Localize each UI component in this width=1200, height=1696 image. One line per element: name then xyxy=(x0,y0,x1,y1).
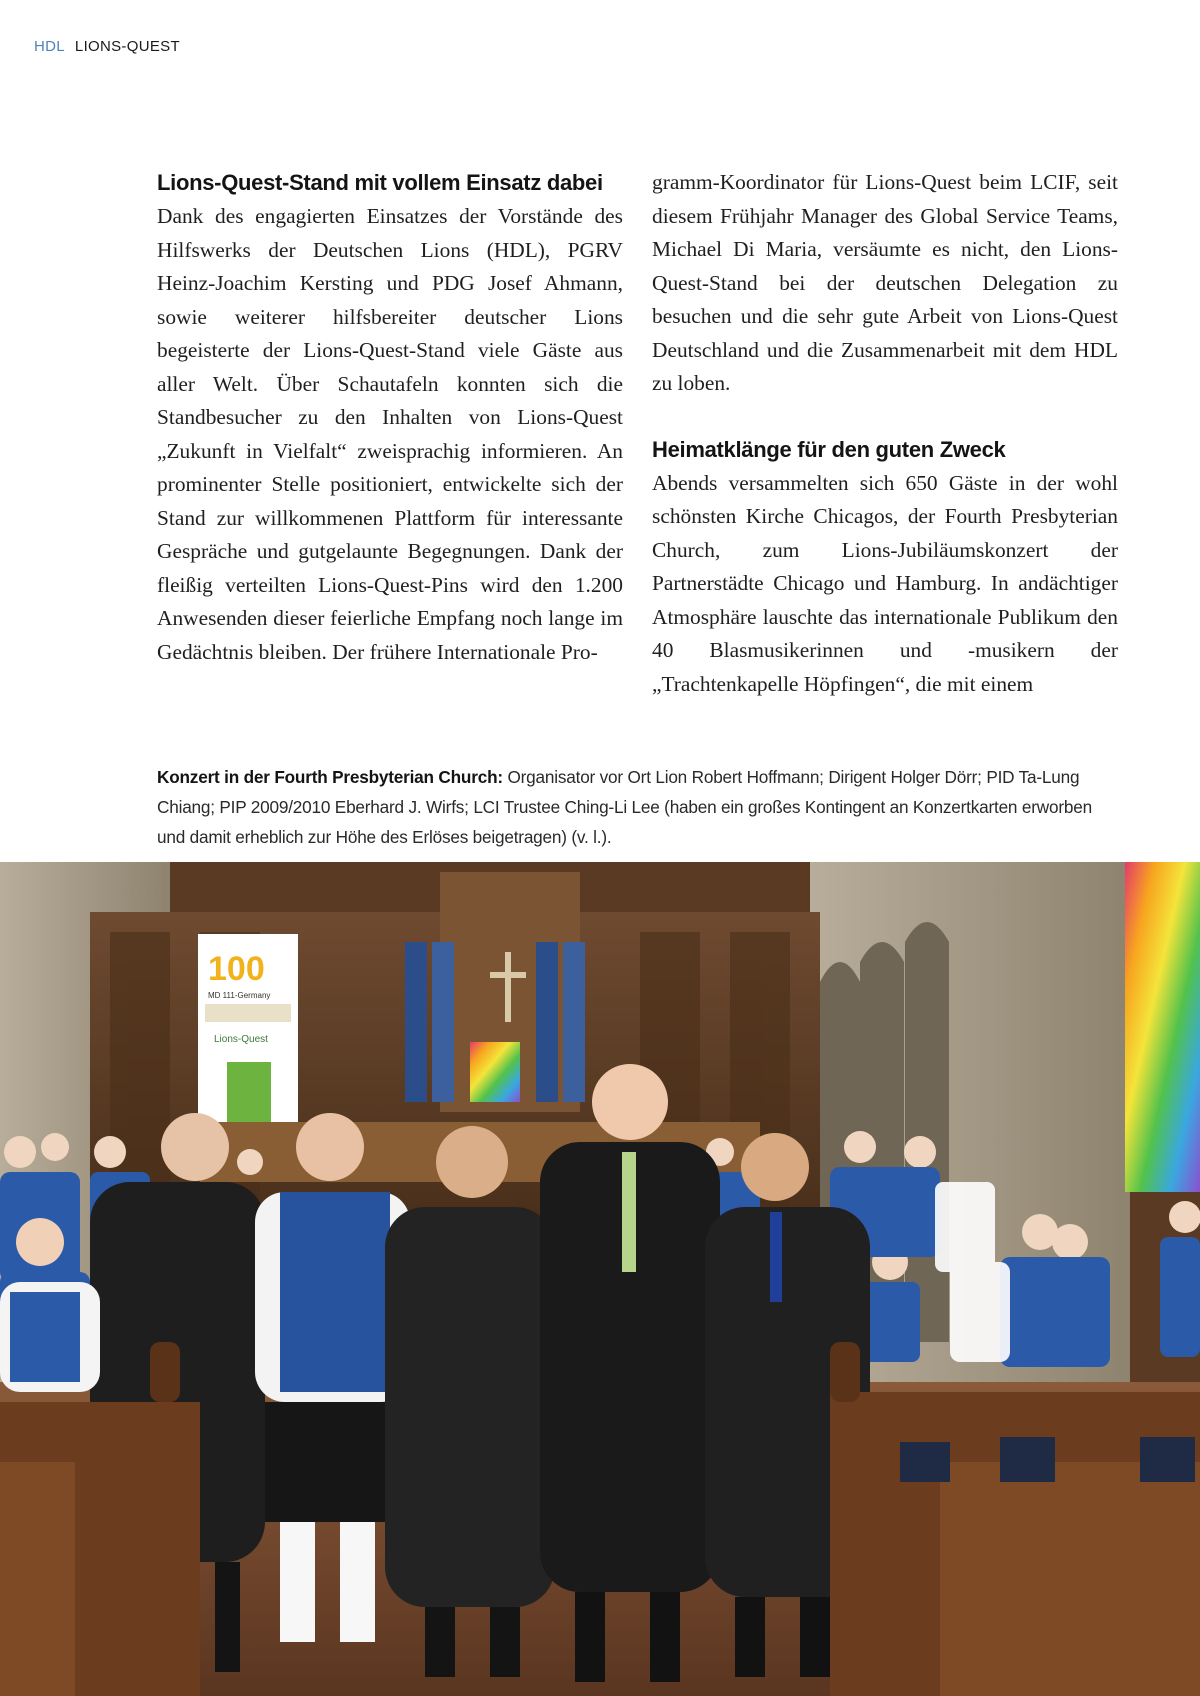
banner-brand: Lions-Quest xyxy=(214,1034,268,1045)
lions-quest-banner xyxy=(198,934,298,1130)
article-paragraph-1-part-1: Dank des engagierten Einsatzes der Vorstände des Hilfswerks der Deutschen Lions (HDL), PGRV Heinz-Joachim Kersting und PDG Josef Ahmann, sowie weiterer hilfsbereiter deutscher Lions begeisterte der Lions-Quest-Stand viele Gäste aus aller Welt. Über Schautafeln konnten sich die Standbesucher zu den Inhalten von Lions-Quest „Zukunft in Vielfalt“ zweisprachig informieren. An prominenter Stelle positioniert, entwickelte sich der Stand zur willkommenen Plattform für interessante Gespräche und gutgelaunte Begegnungen. Dank der fleißig verteilten Lions-Quest-Pins wird den 1.200 Anwesenden dieser feierliche Empfang noch lange im Gedächtnis bleiben. Der frühere Internationale Pro- xyxy=(157,204,623,664)
header-section: LIONS-QUEST xyxy=(74,38,180,55)
photo-caption xyxy=(157,762,1119,852)
header-brand: HDL xyxy=(34,38,65,55)
running-header xyxy=(34,38,180,55)
article-paragraph-1-part-2: gramm-Koordinator für Lions-Quest beim LCIF, seit diesem Frühjahr Manager des Global Service Teams, Michael Di Maria, versäumte es nicht, den Lions-Quest-Stand bei der deutschen Delegation zu besuchen und die sehr gute Arbeit von Lions-Quest Deutschland und die Zusammenarbeit mit dem HDL zu loben. xyxy=(652,170,1118,395)
article-heading-2: Heimatklänge für den guten Zweck xyxy=(652,436,1006,462)
rainbow-quilt xyxy=(1125,862,1200,1192)
article-column-right xyxy=(652,166,1118,701)
concert-photo-illustration xyxy=(0,862,1200,1696)
article-paragraph-2: Abends versammelten sich 650 Gäste in der wohl schönsten Kirche Chicagos, der Fourth Presbyterian Church, zum Lions-Jubiläumskonzert der Partnerstädte Chicago und Hamburg. In andächtiger Atmosphäre lauschte das internationale Publikum den 40 Blasmusikerinnen und -musikern der „Trachtenkapelle Höpfingen“, die mit einem xyxy=(652,470,1118,696)
concert-photo xyxy=(0,862,1200,1696)
altar-cloth xyxy=(470,1042,520,1102)
caption-bold: Konzert in der Fourth Presbyterian Church: xyxy=(157,767,503,787)
caption-text: Organisator vor Ort Lion Robert Hoffmann; Dirigent Holger Dörr; PID Ta-Lung Chiang; PIP 2009/2010 Eberhard J. Wirfs; LCI Trustee Ching-Li Lee (haben ein großes Kontingent an Konzertkarten erworben und damit erheblich zur Höhe des Erlöses beigetragen) (v. l.). xyxy=(157,767,1092,847)
banner-number: 100 xyxy=(208,950,265,988)
article-heading-1: Lions-Quest-Stand mit vollem Einsatz dabei xyxy=(157,170,603,195)
paragraph-spacer xyxy=(652,401,1118,433)
banner-sub: MD 111-Germany xyxy=(208,991,271,1000)
article-column-left xyxy=(157,166,623,669)
